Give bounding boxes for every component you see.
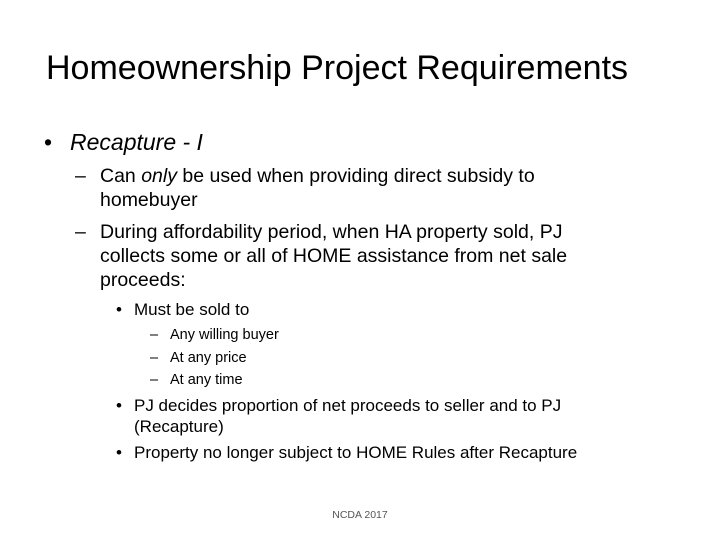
dash-marker: –: [150, 350, 159, 366]
bullet-marker: •: [116, 396, 122, 415]
dash-marker: –: [75, 165, 86, 187]
slide-footer: NCDA 2017: [332, 509, 388, 521]
buyer-item: At any price: [170, 350, 247, 366]
sub-item-affordability-cont: collects some or all of HOME assistance from net sale: [100, 245, 568, 267]
buyer-item: At any time: [170, 372, 243, 388]
bullet-marker: •: [44, 129, 53, 155]
sub-item-direct-subsidy-cont: homebuyer: [100, 189, 198, 211]
sub-text: Can: [100, 165, 142, 187]
buyer-item: Any willing buyer: [170, 327, 279, 343]
item-must-be-sold: Must be sold to: [134, 300, 250, 319]
sub-text: be used when providing direct subsidy to: [176, 165, 535, 187]
sub-item-affordability-cont: proceeds:: [100, 269, 186, 291]
heading-recapture: Recapture - I: [70, 129, 203, 155]
sub-item-direct-subsidy: [100, 164, 535, 188]
item-pj-decides-cont: (Recapture): [134, 417, 224, 436]
dash-marker: –: [150, 327, 159, 343]
dash-marker: –: [150, 372, 159, 388]
sub-emphasis: only: [141, 165, 177, 187]
bullet-marker: •: [116, 300, 122, 319]
sub-item-affordability: During affordability period, when HA property sold, PJ: [100, 221, 563, 243]
bullet-marker: •: [116, 443, 122, 462]
item-pj-decides: PJ decides proportion of net proceeds to seller and to PJ: [134, 396, 562, 415]
slide-title: Homeownership Project Requirements: [46, 49, 629, 87]
item-property: Property no longer subject to HOME Rules after Recapture: [134, 443, 578, 462]
dash-marker: –: [75, 221, 86, 243]
